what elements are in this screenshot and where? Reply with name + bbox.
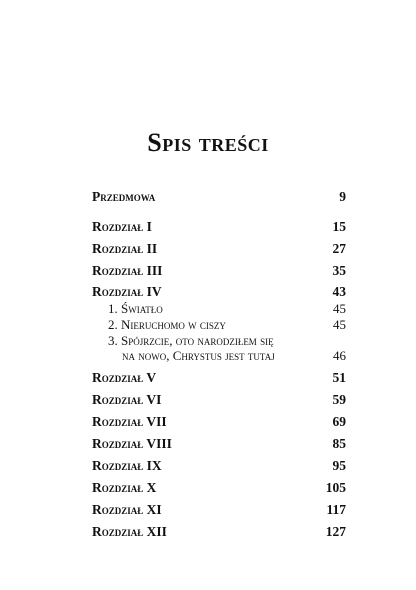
toc-entry-label: Rozdział VI xyxy=(92,392,162,407)
toc-entry-label: Przedmowa xyxy=(92,189,156,204)
toc-entry-chapter-8 xyxy=(92,436,346,452)
toc-entry-page: 27 xyxy=(332,241,346,256)
toc-subentry-label: 2. Nieruchomo w ciszy xyxy=(108,317,226,332)
toc-entry-label: Rozdział X xyxy=(92,480,157,495)
toc-entry-label: Rozdział III xyxy=(92,263,163,278)
toc-entry-page: 59 xyxy=(332,392,346,407)
toc-subentry-3-continued xyxy=(108,348,346,364)
toc-entry-page: 127 xyxy=(325,524,346,539)
toc-entry-page: 35 xyxy=(332,263,346,278)
toc-subentry-page: 45 xyxy=(333,301,346,316)
toc-entry-label: Rozdział I xyxy=(92,219,152,234)
toc-entry-chapter-9 xyxy=(92,458,346,474)
toc-entry-label: Rozdział VIII xyxy=(92,436,172,451)
toc-entry-label: Rozdział IV xyxy=(92,284,162,299)
toc-entry-chapter-4 xyxy=(92,284,346,300)
toc-subentry-3 xyxy=(108,333,346,349)
toc-entry-chapter-10 xyxy=(92,480,346,496)
toc-subentry-page: 46 xyxy=(333,348,346,363)
toc-entry-chapter-2 xyxy=(92,241,346,257)
page-title: Spis treści xyxy=(147,128,269,157)
toc-entry-chapter-6 xyxy=(92,392,346,408)
toc-entry-label: Rozdział XII xyxy=(92,524,167,539)
toc-entry-page: 117 xyxy=(326,502,346,517)
toc-entry-preface xyxy=(92,189,346,205)
toc-entry-page: 69 xyxy=(332,414,346,429)
toc-entry-chapter-5 xyxy=(92,370,346,386)
toc-entry-label: Rozdział IX xyxy=(92,458,162,473)
toc-entry-chapter-12 xyxy=(92,524,346,540)
toc-subentry-1 xyxy=(108,301,346,317)
toc-entry-page: 43 xyxy=(332,284,346,299)
toc-subentry-label-continued: na nowo, Chrystus jest tutaj xyxy=(122,348,275,363)
toc-entry-label: Rozdział V xyxy=(92,370,157,385)
toc-subentry-label: 3. Spójrzcie, oto narodziłem się xyxy=(108,333,274,348)
toc-entry-chapter-3 xyxy=(92,263,346,279)
toc-subentry-page: 45 xyxy=(333,317,346,332)
toc-entry-chapter-1 xyxy=(92,219,346,235)
toc-entry-label: Rozdział XI xyxy=(92,502,162,517)
toc-entry-chapter-11 xyxy=(92,502,346,518)
toc-subentry-label: 1. Światło xyxy=(108,301,163,316)
toc-entry-page: 95 xyxy=(332,458,346,473)
toc-entry-page: 51 xyxy=(332,370,346,385)
toc-entry-page: 9 xyxy=(339,189,346,204)
toc-entry-page: 105 xyxy=(325,480,346,495)
toc-entry-page: 15 xyxy=(332,219,346,234)
toc-subentry-2 xyxy=(108,317,346,333)
toc-entry-label: Rozdział II xyxy=(92,241,158,256)
toc-entry-page: 85 xyxy=(332,436,346,451)
toc-entry-label: Rozdział VII xyxy=(92,414,167,429)
toc-entry-chapter-7 xyxy=(92,414,346,430)
